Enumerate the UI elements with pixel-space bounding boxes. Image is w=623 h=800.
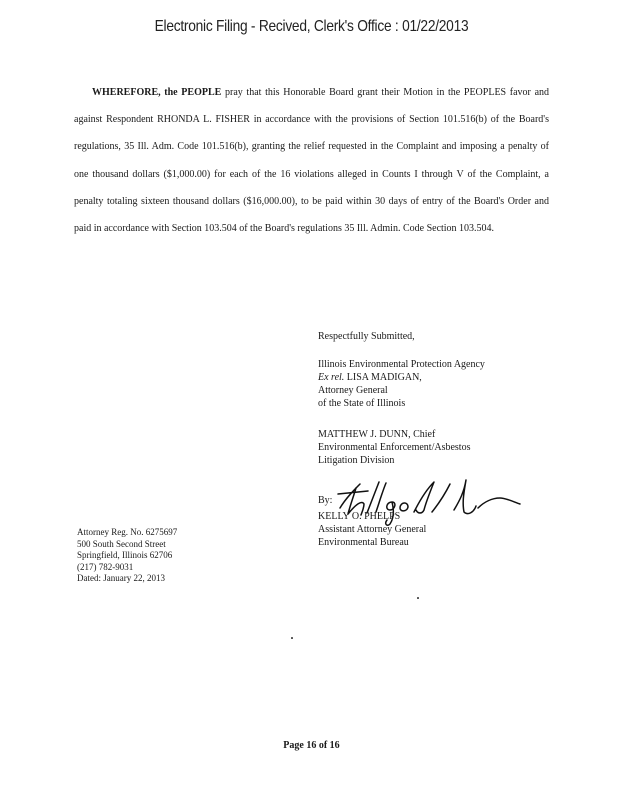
electronic-filing-stamp: Electronic Filing - Recived, Clerk's Office : 01/22/2013: [154, 18, 469, 35]
chief-block: [318, 428, 470, 467]
agency-name: Illinois Environmental Protection Agency: [318, 359, 485, 370]
by-label: By:: [318, 495, 333, 506]
attorney-street: 500 South Second Street: [77, 538, 166, 549]
attorney-general-state: of the State of Illinois: [318, 398, 406, 409]
wherefore-lead: WHEREFORE, the PEOPLE: [92, 87, 222, 98]
attorney-general-title: Attorney General: [318, 385, 388, 396]
chief-name: MATTHEW J. DUNN, Chief: [318, 429, 436, 440]
date-line: Dated: January 22, 2013: [77, 573, 165, 583]
wherefore-paragraph: [74, 79, 549, 242]
wherefore-text: pray that this Honorable Board grant their Motion in the PEOPLES favor and against Respondent RHONDA L. FISHER in accordance with the provisions of Section 101.516(b) of the Board's regulations, 35 Ill. Adm. Code 101.516(b), granting the relief requested in the Complaint and imposing a penalty of one thousand dollars ($1,000.00) for each of the 16 violations alleged in Counts I through V of the Complaint, a penalty totaling sixteen thousand dollars ($16,000.00), to be paid within 30 days of entry of the Board's Order and paid in accordance with Section 103.504 of the Board's regulations 35 Ill. Admin. Code Section 103.504.: [74, 87, 550, 235]
attorney-phone: (217) 782-9031: [77, 561, 134, 572]
chief-division-line1: Environmental Enforcement/Asbestos: [318, 442, 471, 453]
signer-name: KELLY O. PHELPS: [318, 511, 401, 522]
signer-title: Assistant Attorney General: [318, 524, 427, 535]
signer-bureau: Environmental Bureau: [318, 537, 409, 548]
signer-block: [318, 510, 426, 549]
page-number: Page 16 of 16: [283, 740, 340, 751]
attorney-reg-number: Attorney Reg. No. 6275697: [77, 527, 178, 537]
ex-rel-name: LISA MADIGAN,: [344, 372, 422, 383]
scan-speck: [291, 637, 293, 639]
chief-division-line2: Litigation Division: [318, 455, 395, 466]
closing-line: Respectfully Submitted,: [318, 331, 415, 342]
scan-speck: [417, 597, 419, 599]
agency-block: [318, 358, 485, 410]
ex-rel-label: Ex rel.: [318, 372, 345, 383]
attorney-city: Springfield, Illinois 62706: [77, 550, 173, 560]
ex-rel-line: [318, 371, 485, 384]
attorney-contact-block: [77, 527, 177, 585]
